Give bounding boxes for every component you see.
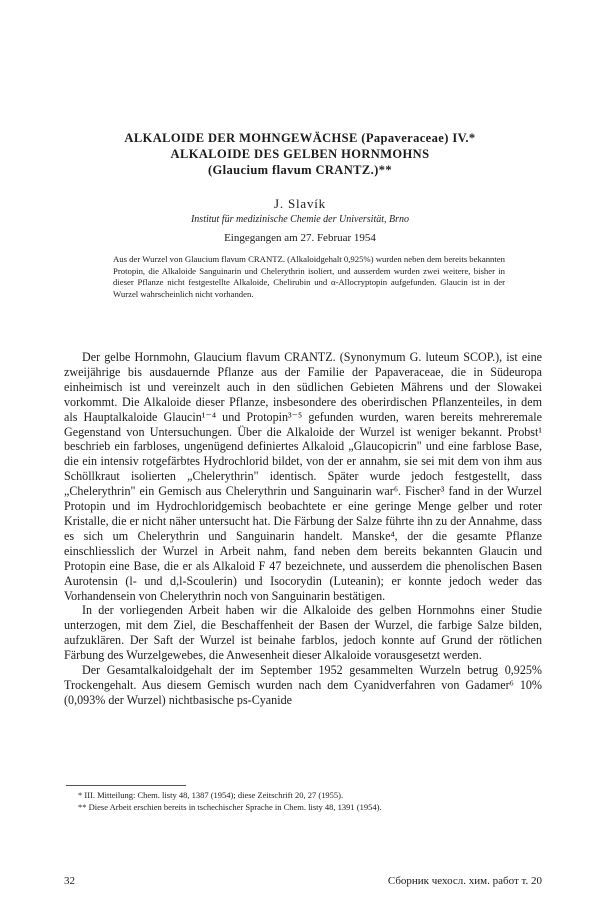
- article-title-line-2: ALKALOIDE DES GELBEN HORNMOHNS: [170, 147, 430, 161]
- page-number: 32: [64, 875, 75, 887]
- footnote-divider: [66, 785, 186, 786]
- article-title-line-3: (Glaucium flavum CRANTZ.)**: [207, 163, 393, 177]
- footnotes: [64, 790, 542, 813]
- author-name: J. Slavík: [274, 196, 326, 211]
- author-affiliation: Institut für medizinische Chemie der Universität, Brno: [190, 214, 410, 225]
- article-title-line-1: ALKALOIDE DER MOHNGEWÄCHSE (Papaveraceae) IV.*: [124, 131, 476, 145]
- article-body: [64, 350, 542, 708]
- journal-reference: Сборник чехосл. хим. работ т. 20: [387, 875, 542, 887]
- body-paragraph-2: In der vorliegenden Arbeit haben wir die Alkaloide des gelben Hornmohns einer Studie unterzogen, mit dem Ziel, die Beschaffenheit der Basen der Wurzel, die farbige Salze bilden, aufzuklären. Der Saft der Wurzel ist beinahe farblos, jedoch konnte auf Grund der rötlichen Färbung des Wurzelgewebes, die Anwesenheit dieser Alkaloide vorausgesetzt werden.: [64, 603, 542, 663]
- abstract: Aus der Wurzel von Glaucium flavum CRANTZ. (Alkaloidgehalt 0,925%) wurden neben dem bereits bekannten Protopin, die Alkaloide Sanguinarin und Chelerythrin isoliert, und ausserdem wurden zwei weitere, bisher in dieser Pflanze nicht festgestellte Alkaloide, Chelirubin und α-Allocryptopin aufgefunden. Glaucin ist in der Wurzel wahrscheinlich nicht vorhanden.: [113, 254, 506, 299]
- footnote-1: * III. Mitteilung: Chem. listy 48, 1387 (1954); diese Zeitschrift 20, 27 (1955).: [78, 790, 344, 800]
- body-paragraph-3: Der Gesamtalkaloidgehalt der im September 1952 gesammelten Wurzeln betrug 0,925% Trockengehalt. Aus diesem Gemisch wurden nach dem Cyanidverfahren von Gadamer⁶ 10% (0,093% der Wurzel) nichtbasische ps-Cyanide: [64, 663, 542, 707]
- received-date: Eingegangen am 27. Februar 1954: [224, 232, 376, 244]
- body-paragraph-1: Der gelbe Hornmohn, Glaucium flavum CRANTZ. (Synonymum G. luteum SCOP.), ist eine zweijährige bis ausdauernde Pflanze aus der Familie der Papaveraceae, die in Südeuropa einheimisch ist und vereinzelt auch in den südlichen Gebieten Mährens und der Slowakei vorkommt. Die Alkaloide dieser Pflanze, insbesondere des oberirdischen Pflanzenteiles, in dem als Hauptalkaloide Glaucin¹⁻⁴ und Protopin³⁻⁵ gefunden wurden, waren bereits mehreremale Gegenstand von Untersuchungen. Über die Alkaloide der Wurzel ist weniger bekannt. Probst¹ beschrieb ein farbloses, ungenügend definiertes Alkaloid „Glaucopicrin" und eine farblose Base, die ein intensiv rotgefärbtes Hydrochlorid bildet, von der er annahm, sie sei mit dem von ihm aus Schöllkraut isolierten „Chelerythrin" identisch. Später wurde jedoch festgestellt, dass „Chelerythrin" ein Gemisch aus Chelerythrin und Sanguinarin war⁶. Fischer³ fand in der Wurzel Protopin und im Hydrochloridgemisch beobachtete er eine geringe Menge gelber und roter Kristalle, die er nicht näher untersucht hat. Die Färbung der Salze führte ihn zu der Annahme, dass es sich um Chelerythrin und Sanguinarin handelt. Manske⁴, der die gesamte Pflanze einschliesslich der Wurzel in Arbeit nahm, fand neben dem bereits bekannten Glaucin und Protopin eine Base, die er als Alkaloid F 47 bezeichnete, und ausserdem die phenolischen Basen Aurotensin (l- und d,l-Scoulerin) und Isocorydin (Luteanin); er konnte jedoch weder das Vorhandensein von Chelerythrin noch von Sanguinarin bestätigen.: [64, 350, 542, 603]
- footnote-2: ** Diese Arbeit erschien bereits in tschechischer Sprache in Chem. listy 48, 1391 (1954).: [78, 801, 382, 812]
